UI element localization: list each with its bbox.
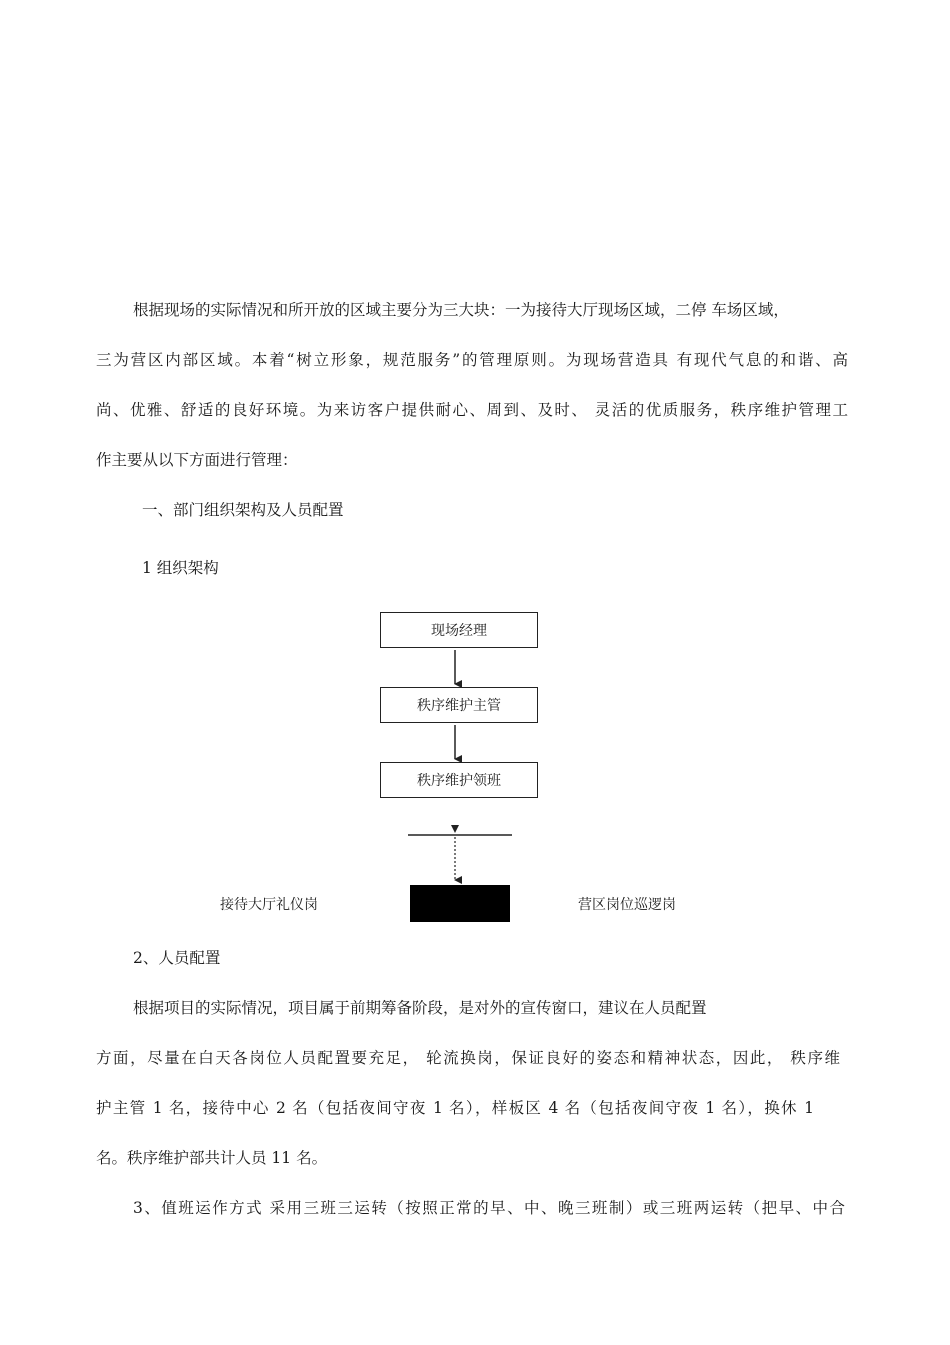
section2-heading: 2、人员配置 <box>133 949 221 967</box>
org-branch-reception: 接待大厅礼仪岗 <box>220 897 318 913</box>
intro-line-4: 作主要从以下方面进行管理： <box>96 451 298 469</box>
intro-line-3: 尚、优雅、舒适的良好环境。为来访客户提供耐心、周到、及时、 灵活的优质服务，秩序维护管理工 <box>96 401 848 419</box>
section1-heading: 一、部门组织架构及人员配置 <box>142 501 344 519</box>
section2-line-2: 方面，尽量在白天各岗位人员配置要充足， 轮流换岗，保证良好的姿态和精神状态，因此， 秩序维 <box>96 1049 840 1067</box>
section3-line-1: 3、值班运作方式 采用三班三运转（按照正常的早、中、晚三班制）或三班两运转（把早、中合 <box>133 1199 845 1217</box>
org-branch-redacted-box <box>410 885 510 922</box>
section2-line-4: 名。秩序维护部共计人员 11 名。 <box>96 1149 328 1167</box>
org-branch-patrol: 营区岗位巡逻岗 <box>578 897 676 913</box>
org-box-supervisor: 秩序维护主管 <box>380 687 538 723</box>
org-box-team-leader: 秩序维护领班 <box>380 762 538 798</box>
section2-line-1: 根据项目的实际情况，项目属于前期筹备阶段，是对外的宣传窗口，建议在人员配置 <box>133 999 707 1017</box>
intro-line-1: 根据现场的实际情况和所开放的区域主要分为三大块：一为接待大厅现场区域，二停 车场区域， <box>133 301 789 319</box>
intro-line-2: 三为营区内部区域。本着“树立形象，规范服务”的管理原则。为现场营造具 有现代气息的和谐、高 <box>96 351 848 369</box>
section2-line-3: 护主管 1 名，接待中心 2 名（包括夜间守夜 1 名），样板区 4 名（包括夜间守夜 1 名），换休 1 <box>96 1099 814 1117</box>
org-box-manager: 现场经理 <box>380 612 538 648</box>
section1-subheading: 1 组织架构 <box>142 559 219 577</box>
branch-arrowhead-top <box>451 825 459 833</box>
